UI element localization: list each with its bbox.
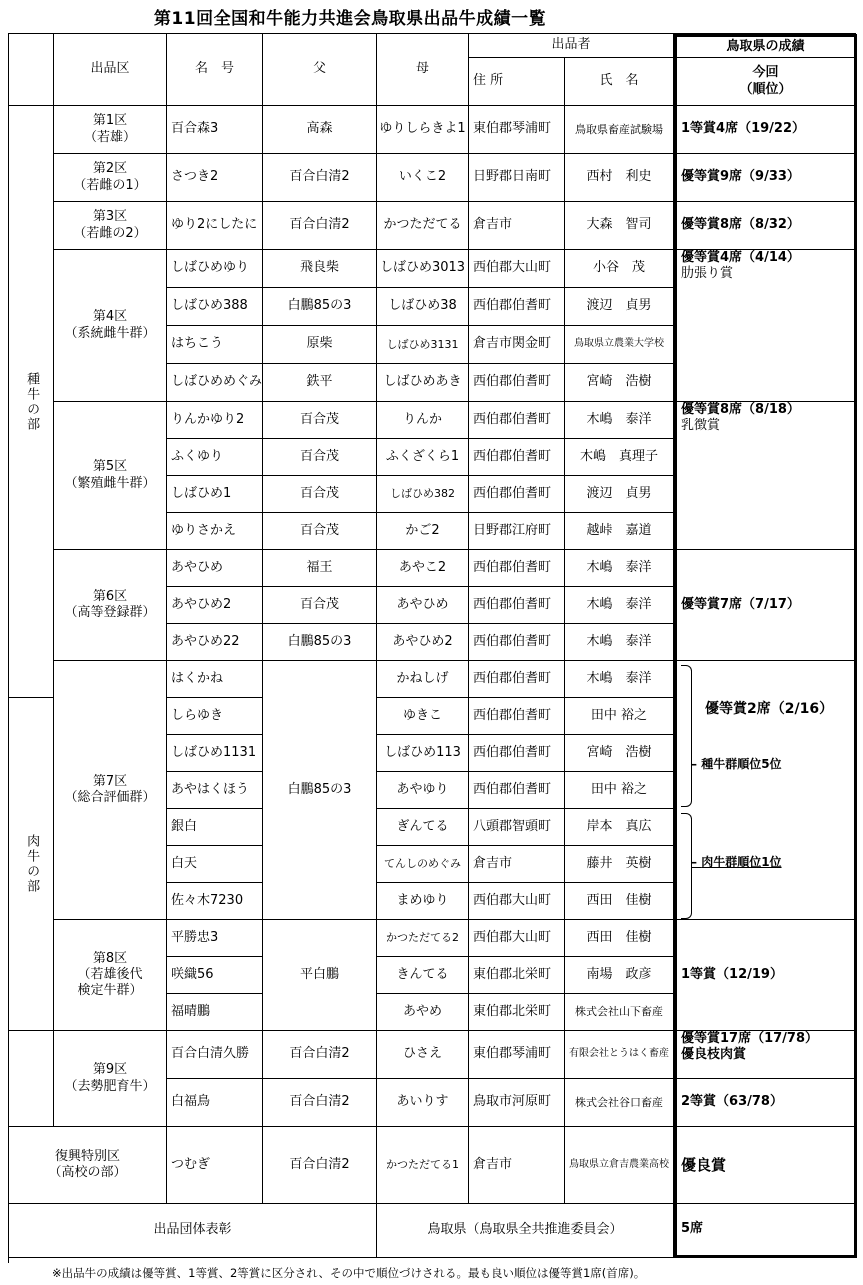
table-row-name: あやひめ2 xyxy=(167,587,263,624)
team-org: 鳥取県（鳥取県全共推進委員会） xyxy=(377,1204,674,1258)
group-3-label: 第3区 （若雌の2） xyxy=(54,202,167,250)
table-row-name: しばひめ1 xyxy=(167,476,263,513)
table-row-name: ゆり2にしたに xyxy=(167,202,263,250)
group-9-label: 第9区 （去勢肥育牛） xyxy=(54,1031,167,1127)
group-5-label: 第5区 （繁殖雌牛群） xyxy=(54,402,167,550)
table-row-address: 鳥取市河原町 xyxy=(469,1079,565,1127)
group-9-result-b: 2等賞（63/78） xyxy=(674,1079,857,1127)
table-row-father: 百合茂 xyxy=(263,587,377,624)
table-row-father: 福王 xyxy=(263,550,377,587)
table-row-name: あやひめ xyxy=(167,550,263,587)
table-row-mother: かご2 xyxy=(377,513,469,550)
table-row-address: 東伯郡北栄町 xyxy=(469,994,565,1031)
team-label: 出品団体表彰 xyxy=(9,1204,377,1258)
group-7-result-breeding: – 種牛群順位5位 xyxy=(691,757,782,771)
table-row-address: 西伯郡伯耆町 xyxy=(469,735,565,772)
table-row-name: ゆりさかえ xyxy=(167,513,263,550)
group-8-father: 平白鵬 xyxy=(263,920,377,1031)
group-4-result: 優等賞4席（4/14） 肋張り賞 xyxy=(674,250,857,402)
table-row-address: 西伯郡大山町 xyxy=(469,883,565,920)
table-row-father: 百合茂 xyxy=(263,439,377,476)
table-row-address: 西伯郡伯耆町 xyxy=(469,661,565,698)
table-row-owner: 越峠 嘉道 xyxy=(565,513,674,550)
table-row-father: 原柴 xyxy=(263,326,377,364)
results-table xyxy=(8,33,856,1263)
table-row-mother: まめゆり xyxy=(377,883,469,920)
table-row-address: 西伯郡伯耆町 xyxy=(469,364,565,402)
table-row-mother: しばひめ3131 xyxy=(377,326,469,364)
table-row-address: 西伯郡伯耆町 xyxy=(469,772,565,809)
table-row-mother: しばひめあき xyxy=(377,364,469,402)
group-3-result: 優等賞8席（8/32） xyxy=(674,202,857,250)
table-row-mother: かつただてる xyxy=(377,202,469,250)
group-7-result-main: 優等賞2席（2/16） xyxy=(705,701,834,717)
table-row-name: さつき2 xyxy=(167,154,263,202)
header-this-time xyxy=(674,58,857,106)
table-row-owner: 岸本 真広 xyxy=(565,809,674,846)
table-row-address: 西伯郡伯耆町 xyxy=(469,476,565,513)
table-row-mother: きんてる xyxy=(377,957,469,994)
table-row-mother: ゆりしらきよ1 xyxy=(377,106,469,154)
table-row-owner: 南場 政彦 xyxy=(565,957,674,994)
section-meat-cont xyxy=(9,1031,54,1127)
table-row-owner: 木嶋 泰洋 xyxy=(565,587,674,624)
table-row-owner: 宮崎 浩樹 xyxy=(565,364,674,402)
group-1-result: 1等賞4席（19/22） xyxy=(674,106,857,154)
header-tottori-result: 鳥取県の成績 xyxy=(674,34,857,58)
table-row-owner: 木嶋 泰洋 xyxy=(565,661,674,698)
table-row-name: つむぎ xyxy=(167,1127,263,1204)
table-row-name: しばひめ1131 xyxy=(167,735,263,772)
table-row-address: 西伯郡伯耆町 xyxy=(469,402,565,439)
header-name: 名 号 xyxy=(167,34,263,106)
table-row-mother: てんしのめぐみ xyxy=(377,846,469,883)
table-row-owner: 宮崎 浩樹 xyxy=(565,735,674,772)
table-row-address: 倉吉市関金町 xyxy=(469,326,565,364)
table-row-owner: 西村 利史 xyxy=(565,154,674,202)
group-9-result-a: 優等賞17席（17/78） 優良枝肉賞 xyxy=(674,1031,857,1079)
table-row-owner: 有限会社とうはく畜産 xyxy=(565,1031,674,1079)
bracket-breeding xyxy=(681,665,692,807)
table-row-mother: いくこ2 xyxy=(377,154,469,202)
table-row-father: 百合茂 xyxy=(263,513,377,550)
table-row-address: 日野郡日南町 xyxy=(469,154,565,202)
table-row-name: 白福鳥 xyxy=(167,1079,263,1127)
table-row-mother: あやめ xyxy=(377,994,469,1031)
table-row-owner: 木嶋 泰洋 xyxy=(565,624,674,661)
table-row-address: 西伯郡伯耆町 xyxy=(469,439,565,476)
table-row-address: 西伯郡伯耆町 xyxy=(469,624,565,661)
team-result: 5席 xyxy=(674,1204,857,1258)
table-row-address: 倉吉市 xyxy=(469,846,565,883)
section-breeding: 種牛の部 xyxy=(9,106,54,698)
table-row-owner: 田中 裕之 xyxy=(565,772,674,809)
table-row-owner: 渡辺 貞男 xyxy=(565,288,674,326)
table-row-father: 高森 xyxy=(263,106,377,154)
group-5-result: 優等賞8席（8/18） 乳徴賞 xyxy=(674,402,857,550)
table-row-mother: ぎんてる xyxy=(377,809,469,846)
table-row-owner: 木嶋 泰洋 xyxy=(565,402,674,439)
table-row-owner: 木嶋 真理子 xyxy=(565,439,674,476)
table-row-address: 西伯郡大山町 xyxy=(469,250,565,288)
table-row-address: 八頭郡智頭町 xyxy=(469,809,565,846)
table-row-name: しばひめゆり xyxy=(167,250,263,288)
table-row-address: 倉吉市 xyxy=(469,1127,565,1204)
table-row-father: 鉄平 xyxy=(263,364,377,402)
table-row-mother: ふくざくら1 xyxy=(377,439,469,476)
header-owner: 氏 名 xyxy=(565,58,674,106)
table-row-mother: しばひめ113 xyxy=(377,735,469,772)
header-address: 住 所 xyxy=(469,58,565,106)
group-7-father: 白鵬85の3 xyxy=(263,661,377,920)
header-mother: 母 xyxy=(377,34,469,106)
table-row-father: 百合白清2 xyxy=(263,202,377,250)
page-title: 第11回全国和牛能力共進会鳥取県出品牛成績一覧 xyxy=(153,9,547,29)
table-row-name: しばひめ388 xyxy=(167,288,263,326)
table-row-father: 白鵬85の3 xyxy=(263,288,377,326)
table-row-father: 百合白清2 xyxy=(263,1127,377,1204)
table-row-mother: かつただてる2 xyxy=(377,920,469,957)
table-row-name: 福晴鵬 xyxy=(167,994,263,1031)
table-row-owner: 鳥取県立倉吉農業高校 xyxy=(565,1127,674,1204)
header-rank-label: （順位） xyxy=(739,81,792,97)
table-row-name: りんかゆり2 xyxy=(167,402,263,439)
header-category: 出品区 xyxy=(54,34,167,106)
table-row-mother: かねしげ xyxy=(377,661,469,698)
table-row-owner: 西田 佳樹 xyxy=(565,883,674,920)
table-row-name: 百合森3 xyxy=(167,106,263,154)
table-row-name: 白天 xyxy=(167,846,263,883)
header-exhibitor: 出品者 xyxy=(469,34,674,58)
table-row-owner: 田中 裕之 xyxy=(565,698,674,735)
table-row-address: 西伯郡大山町 xyxy=(469,920,565,957)
table-row-name: はくかね xyxy=(167,661,263,698)
table-row-address: 西伯郡伯耆町 xyxy=(469,550,565,587)
table-row-name: 佐々木7230 xyxy=(167,883,263,920)
group-8-result: 1等賞（12/19） xyxy=(674,920,857,1031)
table-row-address: 東伯郡北栄町 xyxy=(469,957,565,994)
group-7-result-meat: – 肉牛群順位1位 xyxy=(691,855,782,869)
table-row-owner: 鳥取県畜産試験場 xyxy=(565,106,674,154)
table-row-owner: 鳥取県立農業大学校 xyxy=(565,326,674,364)
header-this-time-label: 今回 xyxy=(752,65,779,81)
table-row-mother: あやひめ xyxy=(377,587,469,624)
table-row-mother: あいりす xyxy=(377,1079,469,1127)
table-row-name: あやひめ22 xyxy=(167,624,263,661)
table-row-father: 飛良柴 xyxy=(263,250,377,288)
table-row-mother: あやひめ2 xyxy=(377,624,469,661)
table-row-mother: ひさえ xyxy=(377,1031,469,1079)
table-row-address: 西伯郡伯耆町 xyxy=(469,698,565,735)
section-meat: 肉牛の部 xyxy=(9,698,54,1031)
group-4-label: 第4区 （系統雌牛群） xyxy=(54,250,167,402)
table-row-mother: しばひめ38 xyxy=(377,288,469,326)
group-1-label: 第1区 （若雄） xyxy=(54,106,167,154)
table-row-address: 西伯郡伯耆町 xyxy=(469,288,565,326)
table-row-owner: 株式会社山下畜産 xyxy=(565,994,674,1031)
group-6-result: 優等賞7席（7/17） xyxy=(674,550,857,661)
table-row-mother: あやゆり xyxy=(377,772,469,809)
table-row-father: 百合白清2 xyxy=(263,1031,377,1079)
table-row-mother: かつただてる1 xyxy=(377,1127,469,1204)
table-row-mother: しばひめ3013 xyxy=(377,250,469,288)
group-7-label: 第7区 （総合評価群） xyxy=(54,661,167,920)
header-father: 父 xyxy=(263,34,377,106)
group-7-result xyxy=(674,661,857,920)
table-row-name: しらゆき xyxy=(167,698,263,735)
table-row-address: 日野郡江府町 xyxy=(469,513,565,550)
table-row-owner: 西田 佳樹 xyxy=(565,920,674,957)
group-2-result: 優等賞9席（9/33） xyxy=(674,154,857,202)
table-row-father: 白鵬85の3 xyxy=(263,624,377,661)
table-row-owner: 大森 智司 xyxy=(565,202,674,250)
table-row-address: 東伯郡琴浦町 xyxy=(469,106,565,154)
special-label: 復興特別区 （高校の部） xyxy=(9,1127,167,1204)
table-row-mother: あやこ2 xyxy=(377,550,469,587)
special-result: 優良賞 xyxy=(674,1127,857,1204)
header-blank xyxy=(9,34,54,106)
table-row-name: 咲織56 xyxy=(167,957,263,994)
table-row-owner: 株式会社谷口畜産 xyxy=(565,1079,674,1127)
table-row-mother: しばひめ382 xyxy=(377,476,469,513)
group-8-label: 第8区 （若雄後代 検定牛群） xyxy=(54,920,167,1031)
table-row-father: 百合茂 xyxy=(263,476,377,513)
table-row-address: 東伯郡琴浦町 xyxy=(469,1031,565,1079)
table-row-owner: 小谷 茂 xyxy=(565,250,674,288)
table-row-owner: 藤井 英樹 xyxy=(565,846,674,883)
table-row-name: ふくゆり xyxy=(167,439,263,476)
table-row-name: 平勝忠3 xyxy=(167,920,263,957)
footnote: ※出品牛の成績は優等賞、1等賞、2等賞に区分され、その中で順位づけされる。最も良い順位は優等賞1席(首席)。 xyxy=(52,1266,646,1280)
table-row-father: 百合白清2 xyxy=(263,154,377,202)
group-2-label: 第2区 （若雌の1） xyxy=(54,154,167,202)
table-row-owner: 木嶋 泰洋 xyxy=(565,550,674,587)
table-row-name: しばひめめぐみ xyxy=(167,364,263,402)
table-row-mother: りんか xyxy=(377,402,469,439)
table-row-name: 百合白清久勝 xyxy=(167,1031,263,1079)
table-row-father: 百合白清2 xyxy=(263,1079,377,1127)
table-row-owner: 渡辺 貞男 xyxy=(565,476,674,513)
table-row-name: あやはくほう xyxy=(167,772,263,809)
table-row-name: はちこう xyxy=(167,326,263,364)
table-row-address: 西伯郡伯耆町 xyxy=(469,587,565,624)
group-6-label: 第6区 （高等登録群） xyxy=(54,550,167,661)
table-row-name: 銀白 xyxy=(167,809,263,846)
table-row-address: 倉吉市 xyxy=(469,202,565,250)
table-row-father: 百合茂 xyxy=(263,402,377,439)
table-row-mother: ゆきこ xyxy=(377,698,469,735)
